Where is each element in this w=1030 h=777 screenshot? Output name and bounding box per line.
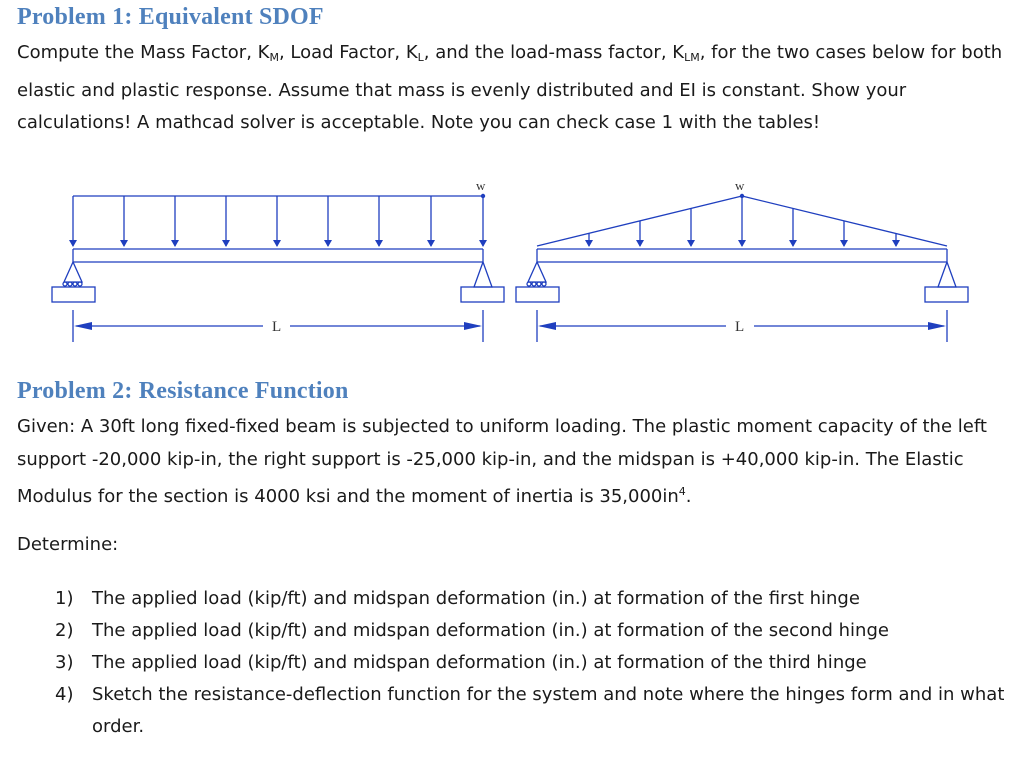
- task-list: [55, 583, 1005, 743]
- list-item: [55, 583, 1005, 615]
- left-span-label: L: [272, 319, 282, 335]
- list-item-text: Sketch the resistance-deflection function for the system and note where the hinges form and in what order.: [92, 684, 1005, 737]
- list-item-number: 3): [55, 652, 74, 673]
- right-load-label: w: [735, 178, 745, 193]
- list-item-number: 4): [55, 684, 74, 705]
- right-triangular-load: [537, 194, 947, 247]
- list-item: [55, 647, 1005, 679]
- left-pin-support: [461, 262, 504, 302]
- list-item-text: The applied load (kip/ft) and midspan deformation (in.) at formation of the first hinge: [92, 588, 860, 609]
- problem2-given-text: Given: A 30ft long fixed-fixed beam is subjected to uniform loading. The plastic moment capacity of the left support -20,000 kip-in, the right support is -25,000 kip-in, and the midspan is +40,000 kip-in. The Elastic Modulus for the section is 4000 ksi and the moment of inertia is $35,000in^4$.: [17, 416, 987, 507]
- right-pin-support: [925, 262, 968, 302]
- list-item-number: 2): [55, 620, 74, 641]
- right-roller-support: [516, 262, 559, 302]
- problem1-heading: Problem 1: Equivalent SDOF: [17, 4, 324, 30]
- determine-label: Determine:: [17, 534, 119, 555]
- list-item-text: The applied load (kip/ft) and midspan deformation (in.) at formation of the third hinge: [92, 652, 867, 673]
- problem2-heading: Problem 2: Resistance Function: [17, 378, 349, 404]
- list-item: [55, 679, 1005, 743]
- problem1-text: Compute the Mass Factor, $K_M$, Load Factor, $K_L$, and the load-mass factor, $K_{LM}$, for the two cases below for both elastic and plastic response. Assume that mass is evenly distributed and EI is constant. Show your calculations! A mathcad solver is acceptable. Note you can check case 1 with the tables!: [17, 42, 1003, 133]
- left-uniform-load: [69, 194, 487, 247]
- left-roller-support: [52, 262, 95, 302]
- right-beam: [537, 249, 947, 262]
- list-item-number: 1): [55, 588, 74, 609]
- left-beam: [73, 249, 483, 262]
- left-load-label: w: [476, 178, 486, 193]
- list-item-text: The applied load (kip/ft) and midspan deformation (in.) at formation of the second hinge: [92, 620, 889, 641]
- beam-figures: [0, 168, 1030, 353]
- right-span-label: L: [735, 319, 745, 335]
- list-item: [55, 615, 1005, 647]
